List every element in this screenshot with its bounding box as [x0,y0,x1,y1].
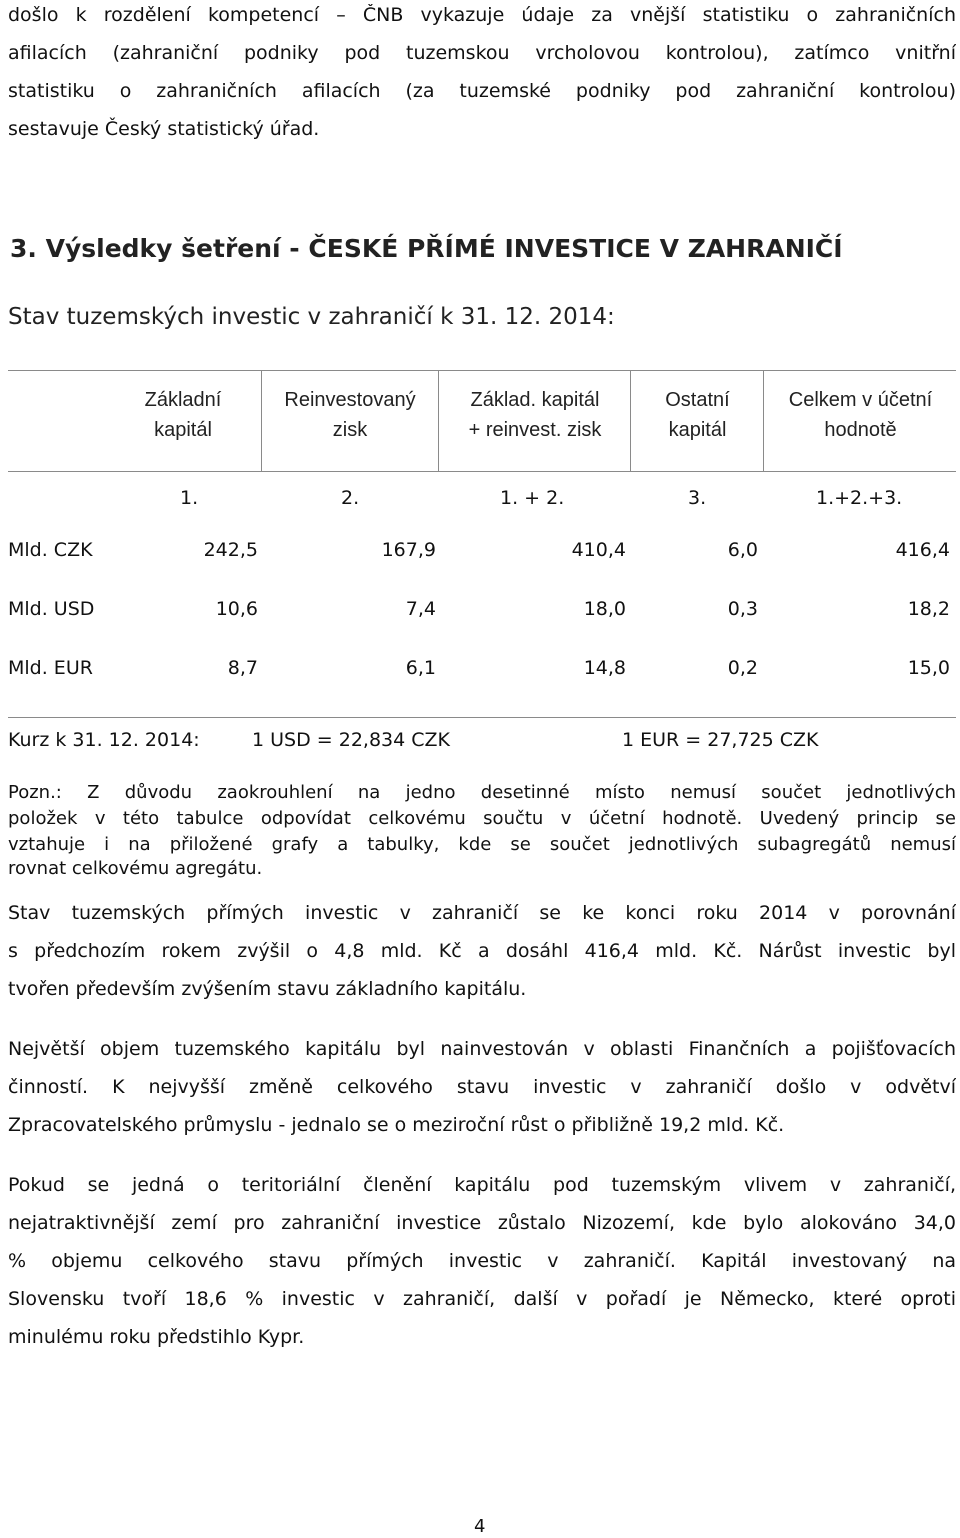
investment-table [8,370,956,718]
column-header-line: Reinvestovaný [284,389,416,411]
exchange-rate-usd: 1 USD = 22,834 CZK [252,729,450,751]
table-cell: 8,7 [227,657,258,679]
table-cell: 15,0 [907,657,950,679]
column-header-line: hodnotě [824,419,897,441]
paragraph-1-line-1: Stav tuzemských přímých investic v zahraničí se ke konci roku 2014 v porovnání [8,902,956,924]
section-subheading: Stav tuzemských investic v zahraničí k 31. 12. 2014: [8,304,615,330]
page-number: 4 [474,1516,486,1537]
column-header-line: Základní [144,389,222,411]
column-header-basic-capital [118,385,248,445]
column-header-other-capital [632,385,763,445]
intro-line-3: statistiku o zahraničních afilacích (za tuzemské podniky pod zahraniční kontrolou) [8,80,956,102]
table-divider [763,371,764,471]
table-cell: 167,9 [381,539,436,561]
intro-line-2: afilacích (zahraniční podniky pod tuzemskou vrcholovou kontrolou), zatímco vnitřní [8,42,956,64]
intro-line-4: sestavuje Český statistický úřad. [8,118,320,140]
column-header-line: Celkem v účetní [788,389,933,411]
paragraph-2-line-3: Zpracovatelského průmyslu - jednalo se o meziroční růst o přibližně 19,2 mld. Kč. [8,1114,785,1136]
row-label: Mld. USD [8,598,95,620]
intro-line-1: došlo k rozdělení kompetencí – ČNB vykazuje údaje za vnější statistiku o zahraničních [8,4,956,26]
row-label: Mld. CZK [8,539,93,561]
column-number: 1. [180,487,199,509]
table-divider [630,371,631,471]
table-cell: 10,6 [215,598,258,620]
exchange-rate-label: Kurz k 31. 12. 2014: [8,729,200,751]
paragraph-3-line-3: % objemu celkového stavu přímých investic v zahraničí. Kapitál investovaný na [8,1250,956,1272]
paragraph-1-line-3: tvořen především zvýšením stavu základního kapitálu. [8,978,527,1000]
table-cell: 6,0 [727,539,758,561]
table-divider [438,371,439,471]
table-cell: 6,1 [405,657,436,679]
column-header-line: Ostatní [665,389,730,411]
note-line-3: vztahuje i na přiložené grafy a tabulky, kde se součet jednotlivých subagregátů nemusí [8,834,956,855]
column-header-line: Základ. kapitál [470,389,600,411]
column-number: 3. [688,487,707,509]
exchange-rate-eur: 1 EUR = 27,725 CZK [622,729,819,751]
column-header-reinvested-profit [263,385,437,445]
table-header-divider [8,471,956,472]
paragraph-2-line-2: činností. K nejvyšší změně celkového stavu investic v zahraničí došlo v odvětví [8,1076,956,1098]
table-cell: 0,2 [727,657,758,679]
table-cell: 7,4 [405,598,436,620]
row-label: Mld. EUR [8,657,93,679]
column-header-line: zisk [332,419,368,441]
column-header-line: kapitál [154,419,212,441]
table-cell: 14,8 [583,657,626,679]
paragraph-1-line-2: s předchozím rokem zvýšil o 4,8 mld. Kč a dosáhl 416,4 mld. Kč. Nárůst investic byl [8,940,956,962]
paragraph-2-line-1: Největší objem tuzemského kapitálu byl nainvestován v oblasti Finančních a pojišťovacích [8,1038,956,1060]
paragraph-3-line-1: Pokud se jedná o teritoriální členění kapitálu pod tuzemským vlivem v zahraničí, [8,1174,956,1196]
paragraph-3-line-2: nejatraktivnější zemí pro zahraniční investice zůstalo Nizozemí, kde bylo alokováno 34,0 [8,1212,956,1234]
column-number: 1. + 2. [500,487,565,509]
table-cell: 0,3 [727,598,758,620]
note-line-4: rovnat celkovému agregátu. [8,858,263,879]
table-cell: 410,4 [571,539,626,561]
table-cell: 18,2 [907,598,950,620]
column-header-line: + reinvest. zisk [468,419,602,441]
column-number: 1.+2.+3. [816,487,903,509]
column-header-capital-plus-reinvested [440,385,630,445]
section-heading: 3. Výsledky šetření - ČESKÉ PŘÍMÉ INVESTICE V ZAHRANIČÍ [10,234,843,263]
table-cell: 242,5 [203,539,258,561]
paragraph-3-line-4: Slovensku tvoří 18,6 % investic v zahraničí, další v pořadí je Německo, které oproti [8,1288,956,1310]
table-divider [261,371,262,471]
column-header-line: kapitál [668,419,727,441]
paragraph-3-line-5: minulému roku předstihlo Kypr. [8,1326,305,1348]
table-cell: 416,4 [895,539,950,561]
column-number: 2. [341,487,360,509]
note-line-2: položek v této tabulce odpovídat celkovému součtu v účetní hodnotě. Uvedený princip se [8,808,956,829]
note-line-1: Pozn.: Z důvodu zaokrouhlení na jedno desetinné místo nemusí součet jednotlivých [8,782,956,803]
column-header-total [765,385,956,445]
table-cell: 18,0 [583,598,626,620]
